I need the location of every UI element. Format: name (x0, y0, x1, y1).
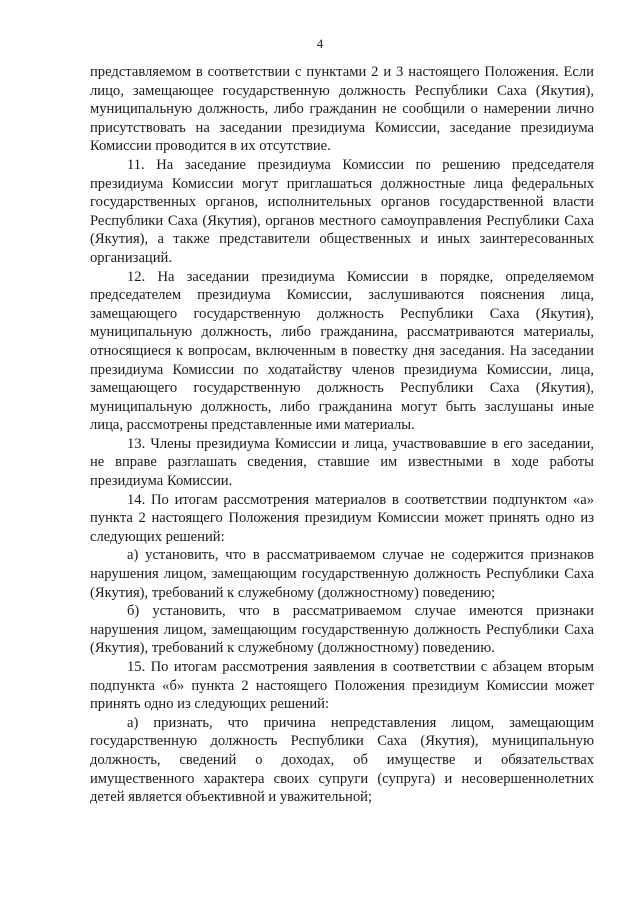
paragraph-item-12: 12. На заседании президиума Комиссии в порядке, определяемом председателем президиума Комиссии, заслушиваются пояснения лица, замещающего государственную должность Республики Саха (Якутия), муниципальную должность, либо гражданина, рассматриваются материалы, относящиеся к вопросам, включенным в повестку дня заседания. На заседании президиума Комиссии по ходатайству членов президиума Комиссии, лица, замещающего государственную должность Республики Саха (Якутия), муниципальную должность, либо гражданина могут быть заслушаны иные лица, рассмотрены представленные ими материалы. (90, 268, 594, 434)
paragraph-item-11: 11. На заседание президиума Комиссии по решению председателя президиума Комиссии могут приглашаться должностные лица федеральных государственных органов, исполнительных органов государственной власти Республики Саха (Якутия), органов местного самоуправления Республики Саха (Якутия), а также представители общественных и иных заинтересованных организаций. (90, 156, 594, 266)
paragraph-item-14-a: а) установить, что в рассматриваемом случае не содержится признаков нарушения лицом, замещающим государственную должность Республики Саха (Якутия), требований к служебному (должностному) поведению; (90, 547, 594, 601)
paragraph-item-14-b: б) установить, что в рассматриваемом случае имеются признаки нарушения лицом, замещающим государственную должность Республики Саха (Якутия), требований к служебному (должностному) поведению. (90, 603, 594, 657)
paragraph-item-14: 14. По итогам рассмотрения материалов в соответствии подпунктом «а» пункта 2 настоящего Положения президиум Комиссии может принять одно из следующих решений: (90, 491, 594, 545)
paragraph-continuation: представляемом в соответствии с пунктами 2 и 3 настоящего Положения. Если лицо, замещающее государственную должность Республики Саха (Якутия), муниципальную должность, либо гражданин не сообщили о намерении лично присутствовать на заседании президиума Комиссии, заседание президиума Комиссии проводится в их отсутствие. (90, 64, 594, 155)
document-body (90, 63, 594, 807)
page-number: 4 (316, 36, 324, 51)
paragraph-item-15-a: а) признать, что причина непредставления лицом, замещающим государственную должность Республики Саха (Якутия), муниципальную должность, сведений о доходах, об имуществе и обязательствах имущественного характера своих супруги (супруга) и несовершеннолетних детей является объективной и уважительной; (90, 714, 594, 806)
paragraph-item-15: 15. По итогам рассмотрения заявления в соответствии с абзацем вторым подпункта «б» пункта 2 настоящего Положения президиум Комиссии может принять одно из следующих решений: (90, 659, 594, 713)
paragraph-item-13: 13. Члены президиума Комиссии и лица, участвовавшие в его заседании, не вправе разглашать сведения, ставшие им известными в ходе работы президиума Комиссии. (90, 435, 594, 490)
